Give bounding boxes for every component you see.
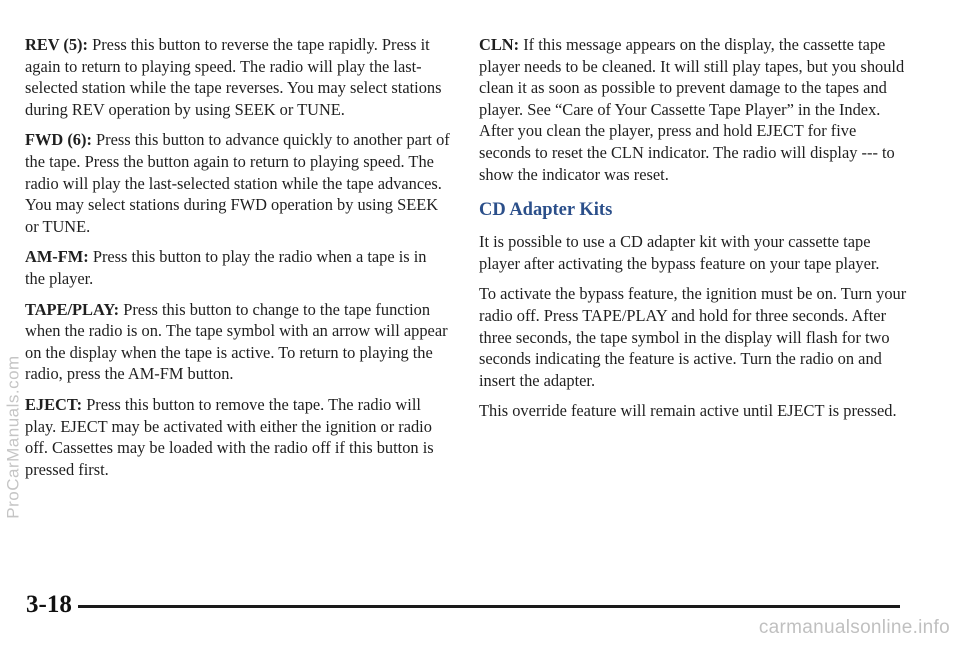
fwd-term: FWD (6):: [25, 130, 92, 150]
side-watermark: [2, 232, 26, 642]
tape-play-text: Press this button to change to the tape function when the radio is on. The tape symbol with an arrow will appear on the display when the tape is active. To return to playing the radio, press the AM-FM button.: [25, 299, 448, 384]
bottom-watermark: carmanualsonline.info: [758, 617, 950, 638]
cd-adapter-paragraph-1: It is possible to use a CD adapter kit with your cassette tape player after activating the bypass feature on your tape player.: [479, 232, 880, 273]
cln-text: If this message appears on the display, the cassette tape player needs to be cleaned. It will still play tapes, but you should clean it as soon as possible to prevent damage to the tapes and player. See “Care of Your Cassette Tape Player” in the Index. After you clean the player, press and hold EJECT for five seconds to reset the CLN indicator. The radio will display --- to show the indicator was reset.: [479, 35, 905, 184]
cd-adapter-heading: CD Adapter Kits: [479, 200, 613, 221]
am-fm-term: AM-FM:: [25, 247, 89, 267]
cd-adapter-paragraph-2: To activate the bypass feature, the ignition must be on. Turn your radio off. Press TAPE/PLAY and hold for three seconds. After three seconds, the tape symbol in the display will flash for two seconds indicating the feature is active. Turn the radio on and insert the adapter.: [479, 284, 907, 390]
eject-text: Press this button to remove the tape. The radio will play. EJECT may be activated with either the ignition or radio off. Cassettes may be loaded with the radio off if this button is pressed first.: [25, 394, 434, 479]
cd-adapter-paragraph-3: This override feature will remain active until EJECT is pressed.: [479, 401, 897, 421]
fwd-entry: [25, 129, 450, 237]
left-column: [25, 34, 450, 489]
cln-term: CLN:: [479, 35, 520, 54]
am-fm-text: Press this button to play the radio when a tape is in the player.: [25, 247, 427, 288]
cln-entry: [479, 34, 909, 185]
page-number: 3-18: [26, 591, 72, 618]
rev-text: Press this button to reverse the tape rapidly. Press it again to return to playing speed. The radio will play the last-selected station while the tape reverses. You may select stations during REV operation by using SEEK or TUNE.: [25, 35, 442, 119]
right-column: [479, 34, 909, 431]
eject-term: EJECT:: [25, 394, 83, 414]
am-fm-entry: [25, 246, 450, 289]
side-watermark-text: ProCarManuals.com: [4, 355, 24, 519]
rev-entry: [25, 34, 450, 120]
footer-rule: [78, 605, 900, 608]
eject-entry: [25, 394, 450, 480]
tape-play-entry: [25, 299, 450, 385]
rev-term: REV (5):: [25, 35, 88, 54]
tape-play-term: TAPE/PLAY:: [25, 299, 120, 319]
fwd-text: Press this button to advance quickly to another part of the tape. Press the button again to return to playing speed. The radio will play the last-selected station while the tape advances. You may select stations during FWD operation by using SEEK or TUNE.: [25, 130, 450, 236]
